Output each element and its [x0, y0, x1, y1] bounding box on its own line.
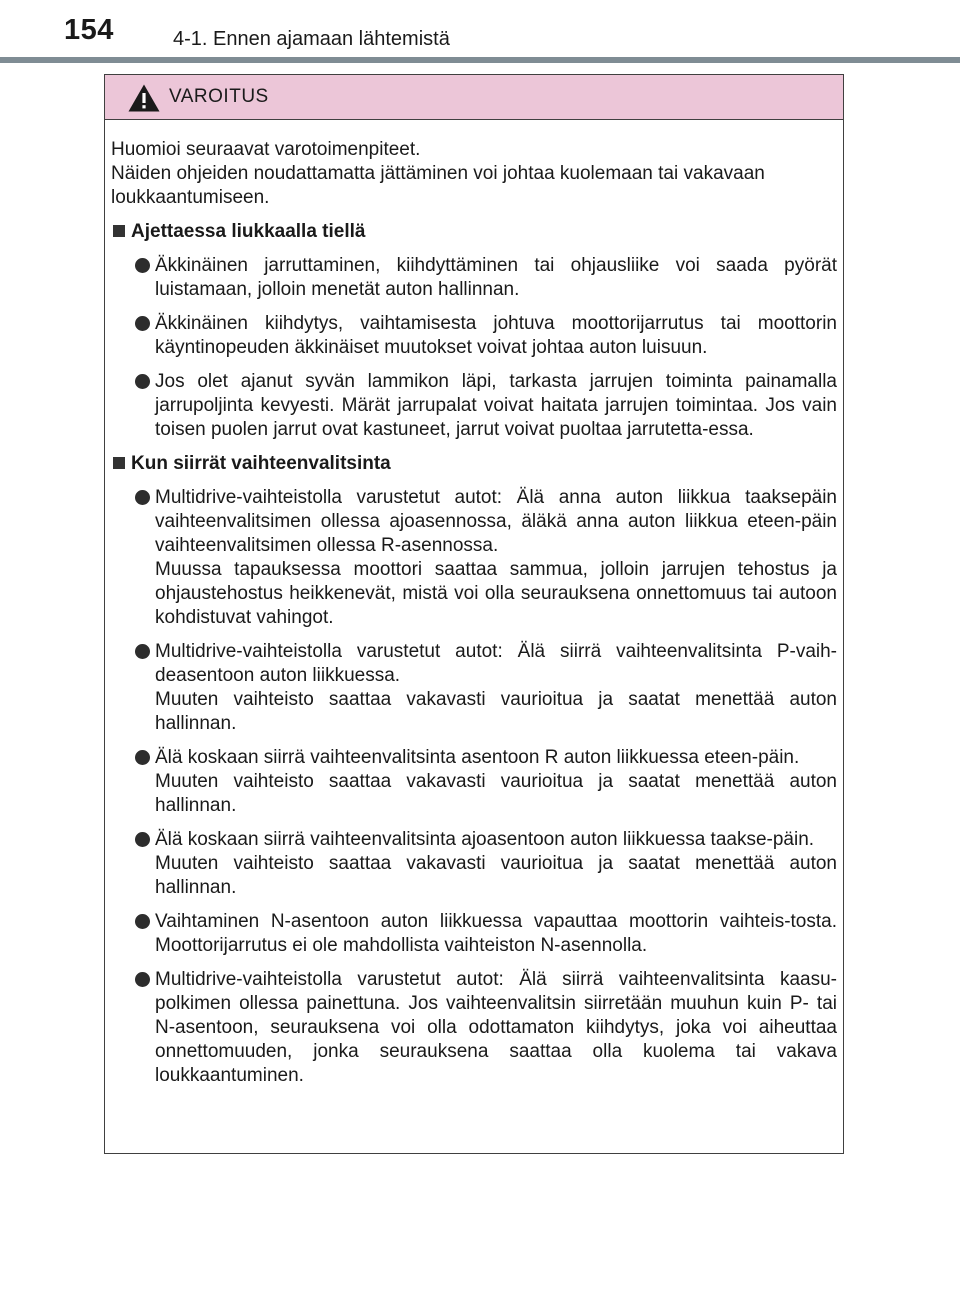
section-heading-text: Kun siirrät vaihteenvalitsinta	[131, 453, 391, 474]
list-item-text: Muussa tapauksessa moottori saattaa sammua, jolloin jarrujen tehostus ja ohjaustehostus heikkenevät, mistä voi olla seurauksena onnettomuus tai autoon kohdistuvat vahingot.	[155, 559, 837, 628]
page-number: 154	[64, 14, 114, 46]
list-item	[111, 828, 837, 900]
section-heading-slippery-road	[111, 220, 837, 244]
round-bullet-icon	[135, 490, 150, 505]
intro-line: Näiden ohjeiden noudattamatta jättäminen voi johtaa kuolemaan tai vakavaan loukkaantumiseen.	[111, 163, 765, 208]
warning-triangle-icon	[127, 83, 161, 113]
warning-body	[105, 120, 843, 1088]
list-item	[111, 370, 837, 442]
round-bullet-icon	[135, 316, 150, 331]
list-item-text: Muuten vaihteisto saattaa vakavasti vaurioitua ja saatat menettää auton hallinnan.	[155, 689, 837, 734]
warning-intro	[111, 138, 837, 210]
list-item-text: Multidrive-vaihteistolla varustetut autot: Älä siirrä vaihteenvalitsinta kaasu-polkimen ollessa painettuna. Jos vaihteenvalitsin siirretään muuhun kuin P- tai N-asentoon, seurauksena voi olla odottamaton kiihdytys, joka voi aiheuttaa onnettomuuden, jonka seurauksena saattaa olla kuolema tai vakava loukkaantuminen.	[155, 969, 837, 1086]
list-item	[111, 910, 837, 958]
round-bullet-icon	[135, 972, 150, 987]
list-item-text: Jos olet ajanut syvän lammikon läpi, tarkasta jarrujen toiminta painamalla jarrupoljinta kevyesti. Märät jarrupalat voivat haitata jarrujen toimintaa. Jos vain toisen puolen jarrut ovat kastuneet, jarrut voivat puoltaa jarrutetta-essa.	[155, 371, 837, 440]
list-item-text: Älä koskaan siirrä vaihteenvalitsinta asentoon R auton liikkuessa eteen-päin.	[155, 747, 800, 768]
list-item-text: Älä koskaan siirrä vaihteenvalitsinta ajoasentoon auton liikkuessa taakse-päin.	[155, 829, 815, 850]
list-item	[111, 312, 837, 360]
round-bullet-icon	[135, 914, 150, 929]
square-bullet-icon	[113, 225, 125, 237]
list-item-text: Äkkinäinen jarruttaminen, kiihdyttäminen tai ohjausliike voi saada pyörät luistamaan, jolloin menetät auton hallinnan.	[155, 255, 837, 300]
warning-box	[104, 74, 844, 1154]
section-title: 4-1. Ennen ajamaan lähtemistä	[173, 28, 450, 50]
list-item-text: Multidrive-vaihteistolla varustetut autot: Älä siirrä vaihteenvalitsinta P-vaih-deasentoon auton liikkuessa.	[155, 641, 837, 686]
section-heading-shift-lever	[111, 452, 837, 476]
round-bullet-icon	[135, 644, 150, 659]
round-bullet-icon	[135, 750, 150, 765]
list-item-text: Muuten vaihteisto saattaa vakavasti vaurioitua ja saatat menettää auton hallinnan.	[155, 771, 837, 816]
round-bullet-icon	[135, 258, 150, 273]
list-item	[111, 640, 837, 736]
section-heading-text: Ajettaessa liukkaalla tiellä	[131, 221, 366, 242]
header-rule	[0, 57, 960, 63]
list-item	[111, 968, 837, 1088]
square-bullet-icon	[113, 457, 125, 469]
list-item	[111, 746, 837, 818]
warning-title: VAROITUS	[169, 86, 269, 107]
page-header	[0, 0, 960, 70]
list-item-text: Vaihtaminen N-asentoon auton liikkuessa vapauttaa moottorin vaihteis-tosta. Moottorijarrutus ei ole mahdollista vaihteiston N-asennolla.	[155, 911, 837, 956]
list-item-text: Äkkinäinen kiihdytys, vaihtamisesta johtuva moottorijarrutus tai moottorin käyntinopeuden äkkinäiset muutokset voivat johtaa auton luisuun.	[155, 313, 837, 358]
round-bullet-icon	[135, 832, 150, 847]
warning-header	[105, 75, 843, 120]
list-item-text: Multidrive-vaihteistolla varustetut autot: Älä anna auton liikkua taaksepäin vaihteenvalitsimen ollessa ajoasennossa, äläkä anna auton liikkua eteen-päin vaihteenvalitsimen ollessa R-asennossa.	[155, 487, 837, 556]
list-item-text: Muuten vaihteisto saattaa vakavasti vaurioitua ja saatat menettää auton hallinnan.	[155, 853, 837, 898]
round-bullet-icon	[135, 374, 150, 389]
list-item	[111, 486, 837, 630]
intro-line: Huomioi seuraavat varotoimenpiteet.	[111, 139, 421, 160]
list-item	[111, 254, 837, 302]
